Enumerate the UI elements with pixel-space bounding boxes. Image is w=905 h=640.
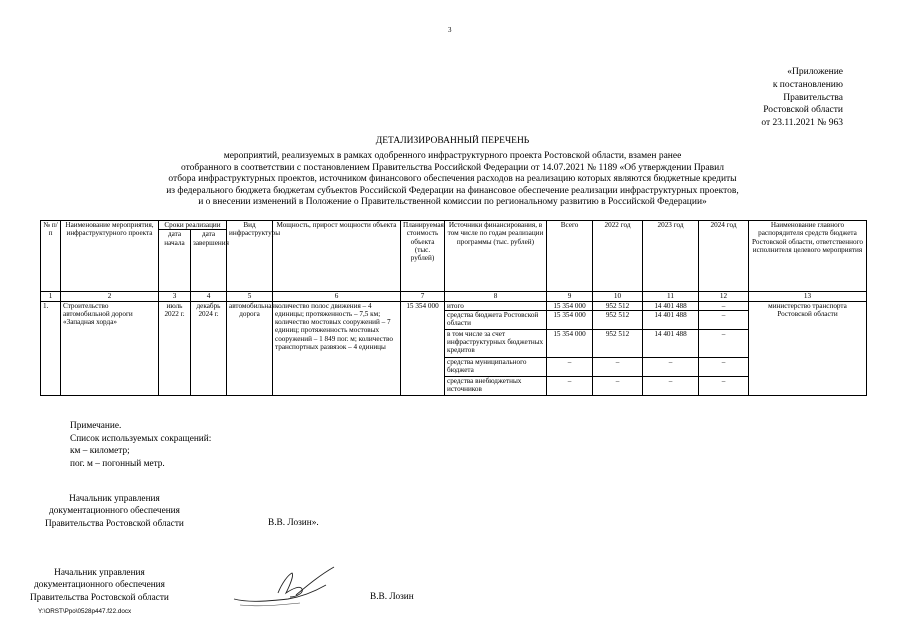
row-name: Строительство автомобильной дороги «Западная хорда» xyxy=(61,301,159,395)
header-terms: Сроки реализации xyxy=(159,221,227,230)
notes xyxy=(70,420,211,470)
source-2023: 14 401 488 xyxy=(643,329,699,357)
row-cost: 15 354 000 xyxy=(401,301,445,395)
col-number: 2 xyxy=(61,292,159,301)
appendix-header xyxy=(761,66,843,130)
note-line: Список используемых сокращений: xyxy=(70,433,212,444)
col-number: 9 xyxy=(547,292,593,301)
row-manager: министерство транспорта Ростовской области xyxy=(749,301,867,395)
signature-title-line: Начальник управления xyxy=(54,568,145,578)
note-line: км – километр; xyxy=(70,446,130,457)
title-line: отобранного в соответствии с постановлением Правительства Российской Федерации от 14.07.2021 № 1189 «Об утверждении Правил xyxy=(181,162,724,173)
header-2023: 2023 год xyxy=(643,221,699,292)
appendix-line: от 23.11.2021 № 963 xyxy=(761,118,843,129)
col-number: 6 xyxy=(273,292,401,301)
source-2023: 14 401 488 xyxy=(643,310,699,329)
header-num: № п/п xyxy=(41,221,61,292)
col-number: 10 xyxy=(593,292,643,301)
source-2024: – xyxy=(699,357,749,376)
row-end: декабрь 2024 г. xyxy=(191,301,227,395)
source-total: 15 354 000 xyxy=(547,310,593,329)
source-total: – xyxy=(547,357,593,376)
header-2024: 2024 год xyxy=(699,221,749,292)
source-2022: – xyxy=(593,357,643,376)
table-row xyxy=(41,301,867,310)
col-number: 3 xyxy=(159,292,191,301)
signature-title-line: документационного обеспечения xyxy=(33,580,165,591)
title-line: мероприятий, реализуемых в рамках одобренного инфраструктурного проекта Ростовской области, взамен ранее xyxy=(223,151,682,162)
header-end: дата завершения xyxy=(191,230,227,292)
title-line: и о внесении изменений в Положение о Правительственной комиссии по региональному развитию в Российской Федерации» xyxy=(198,197,707,208)
appendix-line: «Приложение xyxy=(787,67,843,77)
source-2023: – xyxy=(643,376,699,395)
activities-table xyxy=(40,220,867,396)
header-start: дата начала xyxy=(159,230,191,292)
source-label: итого xyxy=(445,301,547,310)
note-line: Примечание. xyxy=(70,421,122,431)
source-label: средства муниципального бюджета xyxy=(445,357,547,376)
source-2022: 952 512 xyxy=(593,301,643,310)
header-cost: Планируемая стоимость объекта (тыс. рублей) xyxy=(401,221,445,292)
header-row xyxy=(41,221,867,230)
header-manager: Наименование главного распорядителя средств бюджета Ростовской области, ответственного исполнителя целевого мероприятия xyxy=(749,221,867,292)
signature-block-2 xyxy=(30,567,169,604)
appendix-line: Правительства xyxy=(783,92,843,103)
row-num: 1. xyxy=(41,301,61,395)
appendix-line: Ростовской области xyxy=(763,105,843,116)
header-type: Вид инфраструктуры xyxy=(227,221,273,292)
col-number: 7 xyxy=(401,292,445,301)
appendix-line: к постановлению xyxy=(772,79,843,90)
title-line: из федерального бюджета бюджетам субъектов Российской Федерации на финансовое обеспечение реализации инфраструктурных проектов, xyxy=(166,185,739,196)
col-number: 4 xyxy=(191,292,227,301)
handwritten-signature xyxy=(230,563,340,611)
signature-title-line: Начальник управления xyxy=(69,494,160,504)
header-2022: 2022 год xyxy=(593,221,643,292)
row-start: июль 2022 г. xyxy=(159,301,191,395)
signatory-name-1: В.В. Лозин». xyxy=(268,518,319,528)
source-label: средства внебюджетных источников xyxy=(445,376,547,395)
source-2024: – xyxy=(699,301,749,310)
row-type: автомобильная дорога xyxy=(227,301,273,395)
signature-block-1 xyxy=(45,493,184,530)
signature-title-line: Правительства Ростовской области xyxy=(45,518,184,529)
source-label: в том числе за счет инфраструктурных бюджетных кредитов xyxy=(445,329,547,357)
source-2024: – xyxy=(699,376,749,395)
header-total: Всего xyxy=(547,221,593,292)
source-label: средства бюджета Ростовской области xyxy=(445,310,547,329)
note-line: пог. м – погонный метр. xyxy=(70,458,165,469)
col-number: 8 xyxy=(445,292,547,301)
header-name: Наименование мероприятия, инфраструктурного проекта xyxy=(61,221,159,292)
source-total: – xyxy=(547,376,593,395)
signatory-name-2: В.В. Лозин xyxy=(370,592,414,602)
header-capacity: Мощность, прирост мощности объекта xyxy=(273,221,401,292)
source-2024: – xyxy=(699,329,749,357)
source-2022: 952 512 xyxy=(593,329,643,357)
row-capacity: количество полос движения – 4 единицы; протяженность – 7,5 км; количество мостовых сооружений – 7 единиц; протяженность мостовых сооружений – 1 849 пог. м; количество транспортных развязок – 4 единицы xyxy=(273,301,401,395)
source-2023: 14 401 488 xyxy=(643,301,699,310)
title-heading: ДЕТАЛИЗИРОВАННЫЙ ПЕРЕЧЕНЬ xyxy=(375,136,530,146)
source-2024: – xyxy=(699,310,749,329)
page-number: 3 xyxy=(448,26,452,34)
header-sources: Источники финансирования, в том числе по годам реализации программы (тыс. рублей) xyxy=(445,221,547,292)
col-number: 5 xyxy=(227,292,273,301)
col-number: 1 xyxy=(41,292,61,301)
col-number: 12 xyxy=(699,292,749,301)
source-2022: – xyxy=(593,376,643,395)
col-number: 13 xyxy=(749,292,867,301)
title-line: отбора инфраструктурных проектов, источником финансового обеспечения расходов на реализацию которых являются бюджетные кредиты xyxy=(168,174,737,185)
signature-title-line: Правительства Ростовской области xyxy=(30,592,169,603)
source-2023: – xyxy=(643,357,699,376)
col-number: 11 xyxy=(643,292,699,301)
source-total: 15 354 000 xyxy=(547,301,593,310)
source-2022: 952 512 xyxy=(593,310,643,329)
file-path-footer: Y:\ORST\Ppo\0528p447.f22.docx xyxy=(38,608,132,615)
source-total: 15 354 000 xyxy=(547,329,593,357)
signature-title-line: документационного обеспечения xyxy=(48,506,180,517)
column-number-row xyxy=(41,292,867,301)
document-title xyxy=(40,136,865,208)
